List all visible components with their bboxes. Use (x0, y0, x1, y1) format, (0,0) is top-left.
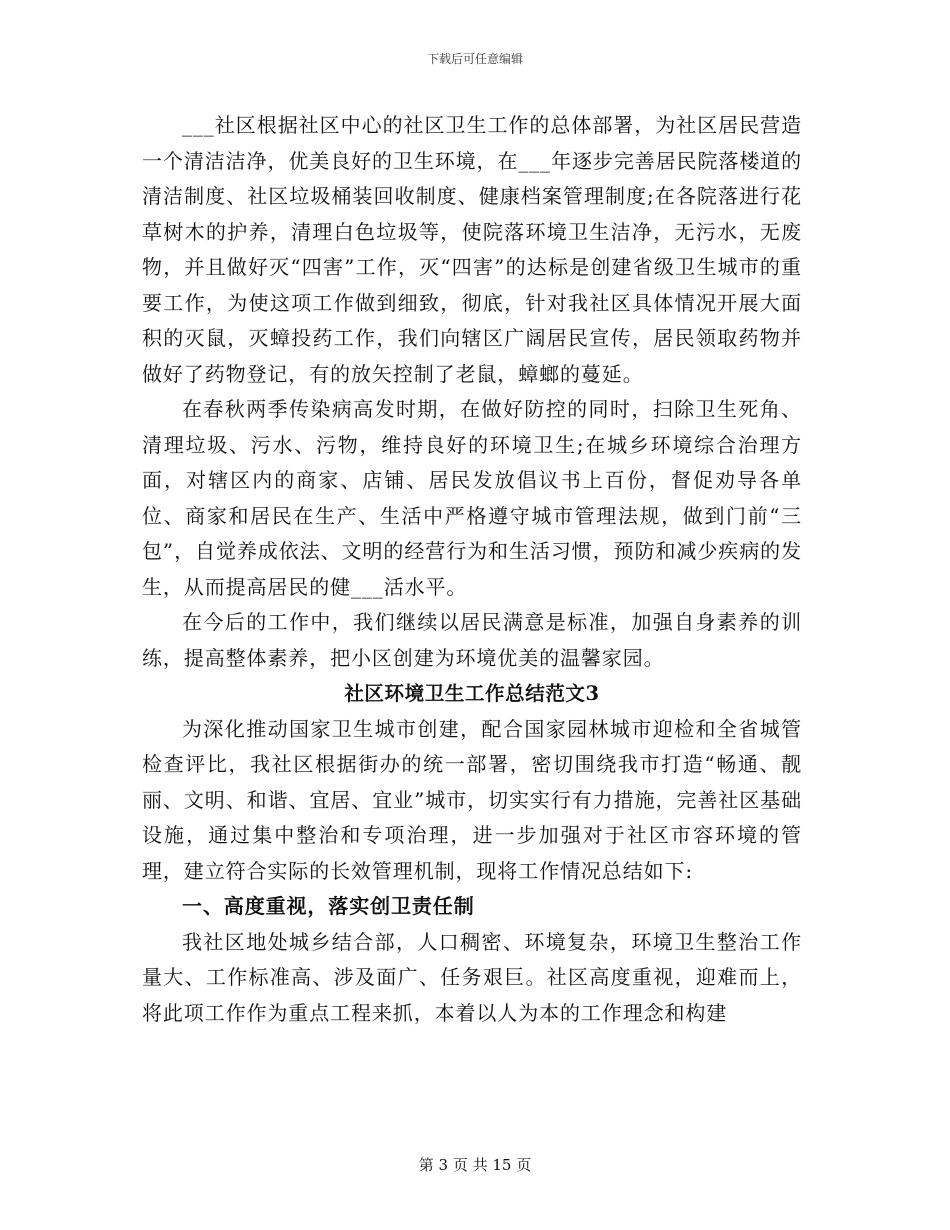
article-title: 社区环境卫生工作总结范文3 (344, 682, 600, 705)
page-number: 第 3 页 共 15 页 (418, 1156, 532, 1174)
paragraph-4: 为深化推动国家卫生城市创建，配合国家园林城市迎检和全省城管检查评比，我社区根据街办的统一部署，密切围绕我市打造“畅通、靓丽、文明、和谐、宜居、宜业”城市，切实实行有力措施，完善社区基础设施，通过集中整治和专项治理，进一步加强对于社区市容环境的管理，建立符合实际的长效管理机制，现将工作情况总结如下: (142, 716, 802, 883)
paragraph-1: ___社区根据社区中心的社区卫生工作的总体部署，为社区居民营造一个清洁洁净，优美良好的卫生环境，在___年逐步完善居民院落楼道的清洁制度、社区垃圾桶装回收制度、健康档案管理制度;在各院落进行花草树木的护养，清理白色垃圾等，使院落环境卫生洁净，无污水，无废物，并且做好灭“四害”工作，灭“四害”的达标是创建省级卫生城市的重要工作，为使这项工作做到细致，彻底，针对我社区具体情况开展大面积的灭鼠，灭蟑投药工作，我们向辖区广阔居民宣传，居民领取药物并做好了药物登记，有的放矢控制了老鼠，蟑螂的蔓延。 (142, 113, 802, 386)
paragraph-5: 我社区地处城乡结合部，人口稠密、环境复杂，环境卫生整治工作量大、工作标准高、涉及面广、任务艰巨。社区高度重视，迎难而上，将此项工作作为重点工程来抓，本着以人为本的工作理念和构建 (142, 929, 802, 1025)
section-heading-1: 一、高度重视，落实创卫责任制 (182, 894, 475, 918)
paragraph-2: 在春秋两季传染病高发时期，在做好防控的同时，扫除卫生死角、清理垃圾、污水、污物，维持良好的环境卫生;在城乡环境综合治理方面，对辖区内的商家、店铺、居民发放倡议书上百份，督促劝导各单位、商家和居民在生产、生活中严格遵守城市管理法规，做到门前“三包”，自觉养成依法、文明的经营行为和生活习惯，预防和减少疾病的发生，从而提高居民的健___活水平。 (142, 397, 802, 599)
paragraph-3: 在今后的工作中，我们继续以居民满意是标准，加强自身素养的训练，提高整体素养，把小区创建为环境优美的温馨家园。 (142, 610, 802, 670)
document-body (142, 108, 802, 1031)
page-header-note: 下载后可任意编辑 (426, 52, 523, 66)
